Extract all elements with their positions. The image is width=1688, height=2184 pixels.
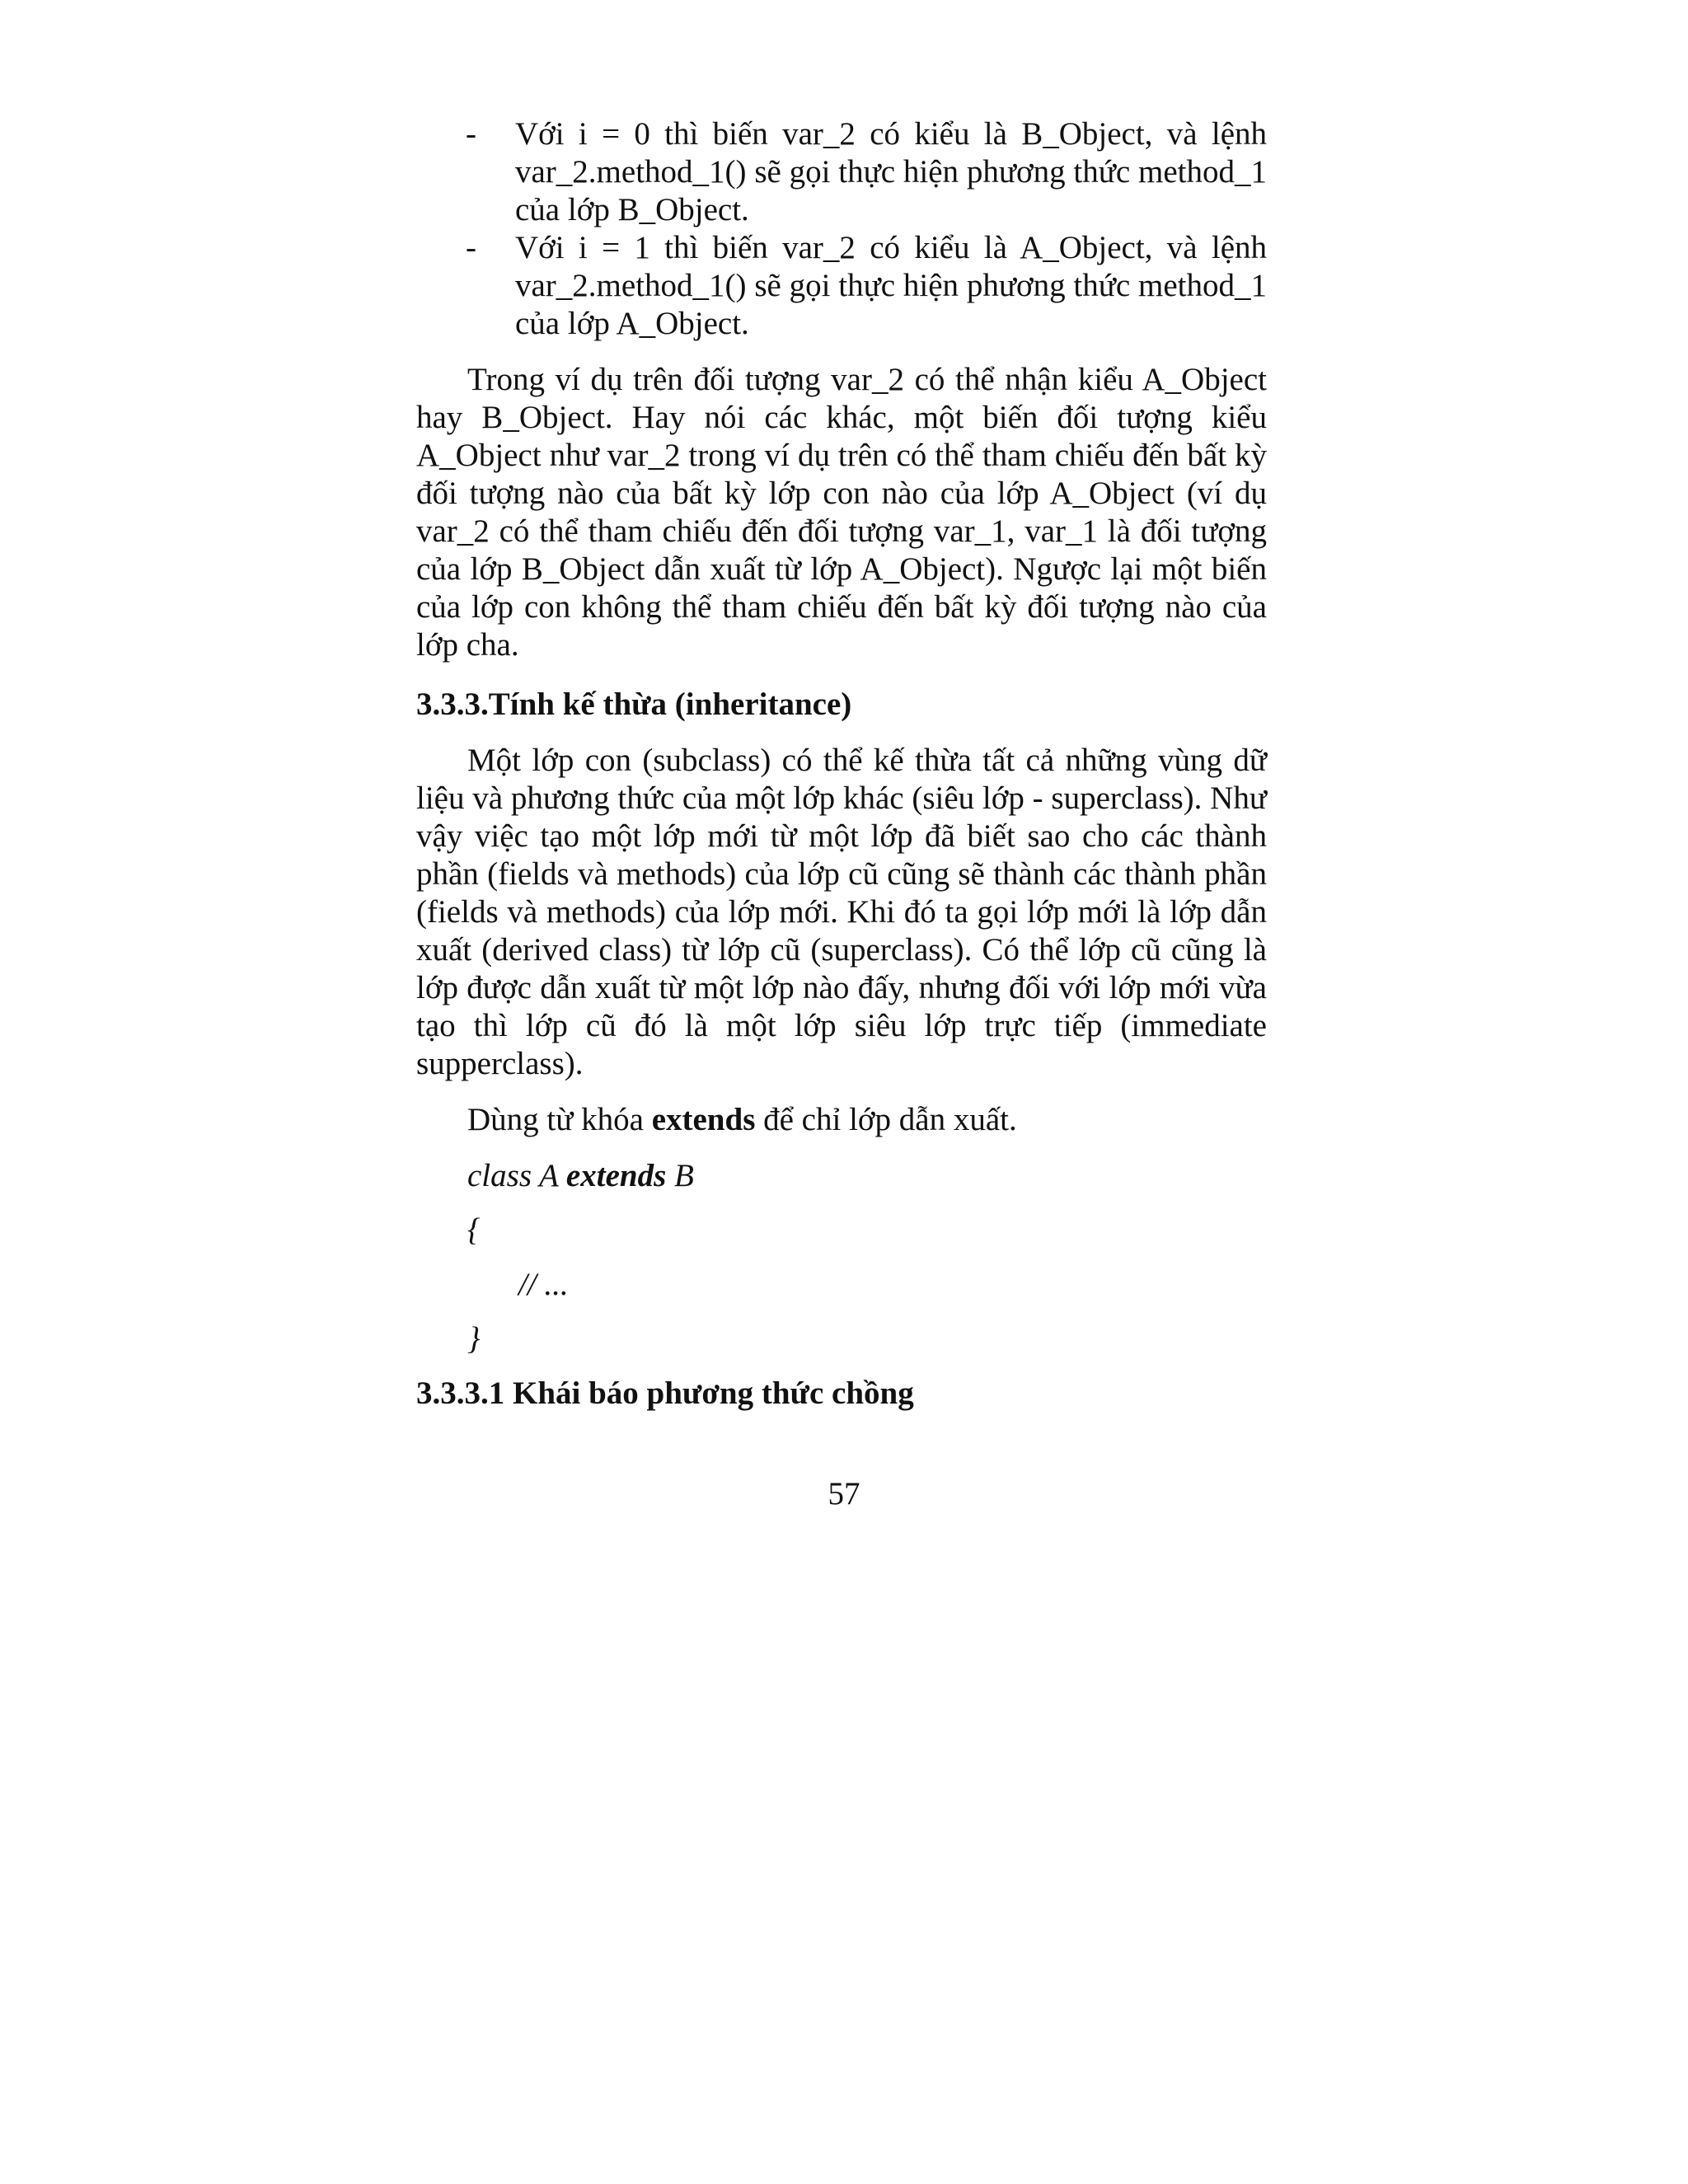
section-heading-override: 3.3.3.1 Khái báo phương thức chồng (416, 1376, 914, 1411)
code-line-class-decl (467, 1157, 1267, 1212)
code-close-brace: } (467, 1321, 481, 1357)
paragraph-inheritance: Một lớp con (subclass) có thể kế thừa tất cả những vùng dữ liệu và phương thức của một lớp khác (siêu lớp - superclass). Như vậy việc tạo một lớp mới từ một lớp đã biết sao cho các thành phần (fields và methods) của lớp cũ cũng sẽ thành các thành phần (fields và methods) của lớp mới. Khi đó ta gọi lớp mới là lớp dẫn xuất (derived class) từ lớp cũ (superclass). Có thể lớp cũ cũng là lớp được dẫn xuất từ một lớp nào đấy, nhưng đối với lớp mới vừa tạo thì lớp cũ đó là một lớp siêu lớp trực tiếp (immediate supperclass). (416, 743, 1267, 1081)
bullet-dash: - (466, 116, 476, 152)
code-class-a: class A (467, 1158, 566, 1193)
code-open-brace: { (467, 1212, 481, 1248)
text-before-keyword: Dùng từ khóa (467, 1102, 652, 1137)
section-heading-inheritance: 3.3.3.Tính kế thừa (inheritance) (416, 687, 852, 722)
bullet-text: Với i = 1 thì biến var_2 có kiểu là A_Object, và lệnh var_2.method_1() sẽ gọi thực hiện phương thức method_1 của lớp A_Object. (515, 230, 1267, 341)
code-class-b: B (666, 1158, 694, 1193)
paragraph-polymorphism: Trong ví dụ trên đối tượng var_2 có thể nhận kiểu A_Object hay B_Object. Hay nói các khác, một biến đối tượng kiểu A_Object như var_2 trong ví dụ trên có thể tham chiếu đến bất kỳ đối tượng nào của bất kỳ lớp con nào của lớp A_Object (ví dụ var_2 có thể tham chiếu đến đối tượng var_1, var_1 là đối tượng của lớp B_Object dẫn xuất từ lớp A_Object). Ngược lại một biến của lớp con không thể tham chiếu đến bất kỳ đối tượng nào của lớp cha. (416, 362, 1267, 663)
code-example (467, 1157, 1267, 1375)
text-after-keyword: để chỉ lớp dẫn xuất. (755, 1102, 1017, 1137)
bullet-item (416, 115, 1267, 229)
bullet-item (416, 229, 1267, 343)
bullet-dash: - (466, 230, 476, 265)
keyword-extends: extends (651, 1102, 756, 1137)
page-number: 57 (828, 1476, 860, 1511)
paragraph-extends (416, 1101, 1267, 1139)
code-keyword-extends: extends (565, 1158, 667, 1193)
document-page (416, 115, 1267, 1413)
bullet-text: Với i = 0 thì biến var_2 có kiểu là B_Object, và lệnh var_2.method_1() sẽ gọi thực hiện phương thức method_1 của lớp B_Object. (515, 116, 1267, 227)
bullet-list (416, 115, 1267, 343)
code-comment: // ... (518, 1267, 569, 1302)
